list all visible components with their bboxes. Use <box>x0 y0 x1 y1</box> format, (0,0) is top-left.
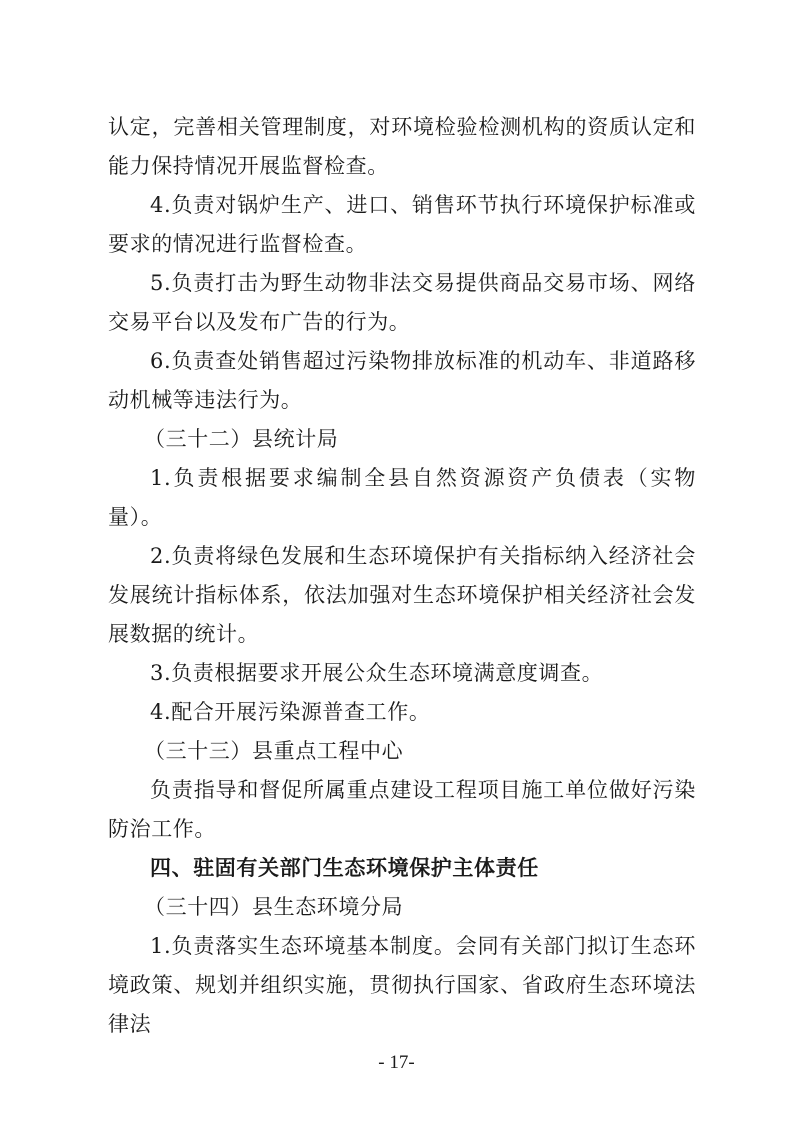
paragraph-stats-item-3: 3.负责根据要求开展公众生态环境满意度调查。 <box>150 661 604 685</box>
paragraph-ecology-item-1: 1.负责落实生态环境基本制度。会同有关部门拟订生态环境政策、规划并组织实施，贯彻执行国家、省政府生态环境法律法 <box>108 934 696 1036</box>
paragraph-item-4-boiler: 4.负责对锅炉生产、进口、销售环节执行环境保护标准或要求的情况进行监督检查。 <box>108 193 696 256</box>
section-heading-ecology-branch: （三十四）县生态环境分局 <box>144 895 404 919</box>
paragraph-item-6-vehicles: 6.负责查处销售超过污染物排放标准的机动车、非道路移动机械等违法行为。 <box>108 349 696 412</box>
paragraph-stats-item-1: 1.负责根据要求编制全县自然资源资产负债表（实物量）。 <box>108 466 696 529</box>
page-number: - 17- <box>378 1052 415 1073</box>
paragraph-key-project-duty: 负责指导和督促所属重点建设工程项目施工单位做好污染防治工作。 <box>108 778 696 841</box>
section-heading-key-project-center: （三十三）县重点工程中心 <box>144 739 404 763</box>
chapter-heading-four: 四、驻固有关部门生态环境保护主体责任 <box>150 856 539 880</box>
section-heading-statistics-bureau: （三十二）县统计局 <box>144 427 339 451</box>
paragraph-continuation: 认定，完善相关管理制度，对环境检验检测机构的资质认定和能力保持情况开展监督检查。 <box>108 115 696 178</box>
paragraph-item-5-wildlife: 5.负责打击为野生动物非法交易提供商品交易市场、网络交易平台以及发布广告的行为。 <box>108 271 696 334</box>
document-body <box>108 108 696 1044</box>
paragraph-stats-item-4: 4.配合开展污染源普查工作。 <box>150 700 431 724</box>
paragraph-stats-item-2: 2.负责将绿色发展和生态环境保护有关指标纳入经济社会发展统计指标体系，依法加强对生态环境保护相关经济社会发展数据的统计。 <box>108 544 696 646</box>
